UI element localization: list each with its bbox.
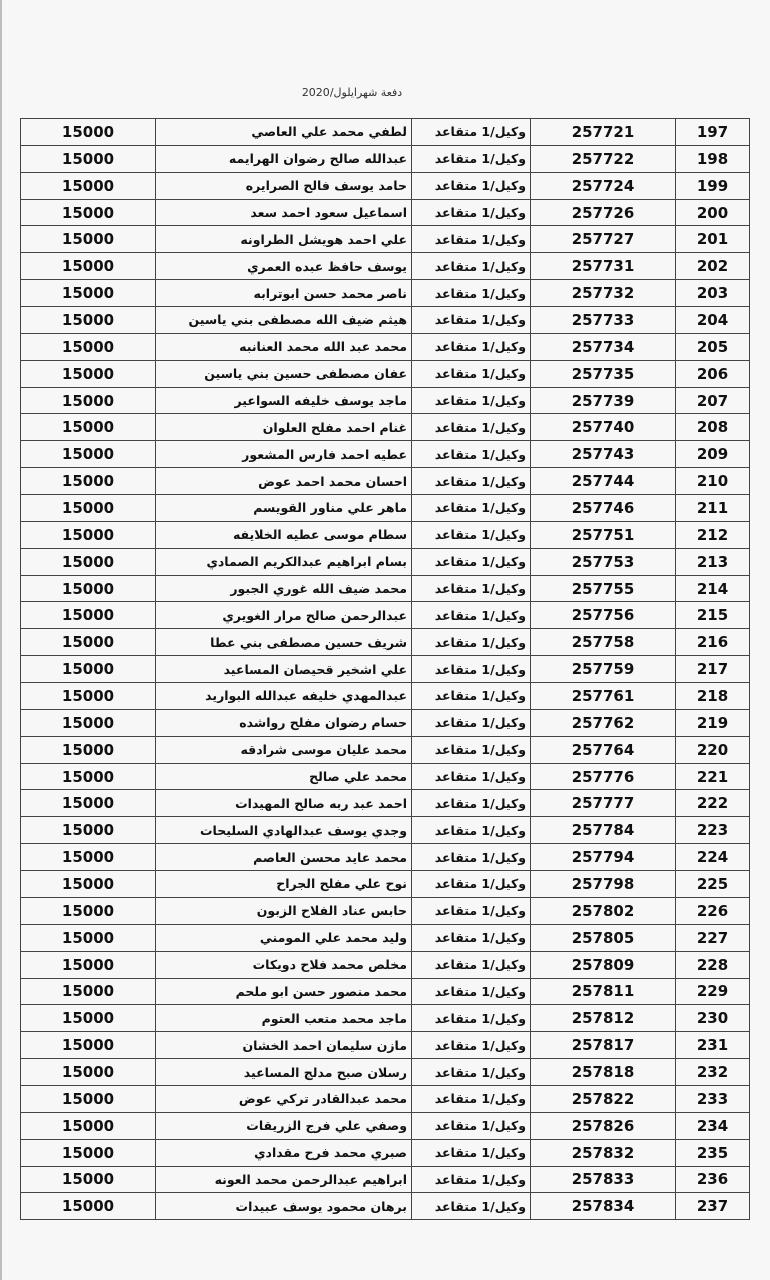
row-amount: 15000 <box>21 172 156 199</box>
table-row <box>21 1085 750 1112</box>
row-amount: 15000 <box>21 978 156 1005</box>
row-sequence: 215 <box>676 602 750 629</box>
batch-label: دفعة شهرايلول/2020 <box>301 86 403 99</box>
row-rank: وكيل/1 متقاعد <box>412 1032 531 1059</box>
page-edge-shadow <box>0 0 2 1280</box>
row-amount: 15000 <box>21 521 156 548</box>
row-military-number: 257743 <box>531 441 676 468</box>
row-military-number: 257832 <box>531 1139 676 1166</box>
row-sequence: 217 <box>676 656 750 683</box>
table-row <box>21 387 750 414</box>
row-rank: وكيل/1 متقاعد <box>412 414 531 441</box>
row-sequence: 208 <box>676 414 750 441</box>
row-full-name: نوح علي مفلح الجراح <box>156 871 412 898</box>
row-full-name: هيثم ضيف الله مصطفى بني ياسين <box>156 307 412 334</box>
table-row <box>21 656 750 683</box>
row-military-number: 257762 <box>531 709 676 736</box>
row-rank: وكيل/1 متقاعد <box>412 629 531 656</box>
row-rank: وكيل/1 متقاعد <box>412 1059 531 1086</box>
row-full-name: محمد منصور حسن ابو ملحم <box>156 978 412 1005</box>
row-rank: وكيل/1 متقاعد <box>412 468 531 495</box>
row-rank: وكيل/1 متقاعد <box>412 226 531 253</box>
row-amount: 15000 <box>21 548 156 575</box>
row-rank: وكيل/1 متقاعد <box>412 280 531 307</box>
table-row <box>21 790 750 817</box>
row-full-name: حامد يوسف فالح الصرايره <box>156 172 412 199</box>
row-amount: 15000 <box>21 1005 156 1032</box>
row-sequence: 227 <box>676 924 750 951</box>
row-amount: 15000 <box>21 656 156 683</box>
row-rank: وكيل/1 متقاعد <box>412 871 531 898</box>
row-military-number: 257833 <box>531 1166 676 1193</box>
row-sequence: 213 <box>676 548 750 575</box>
row-amount: 15000 <box>21 280 156 307</box>
row-amount: 15000 <box>21 1193 156 1220</box>
row-military-number: 257764 <box>531 736 676 763</box>
table-row <box>21 172 750 199</box>
row-full-name: برهان محمود يوسف عبيدات <box>156 1193 412 1220</box>
row-military-number: 257817 <box>531 1032 676 1059</box>
table-row <box>21 333 750 360</box>
row-full-name: حابس عناد الفلاح الزبون <box>156 897 412 924</box>
row-amount: 15000 <box>21 1085 156 1112</box>
row-rank: وكيل/1 متقاعد <box>412 119 531 146</box>
row-sequence: 235 <box>676 1139 750 1166</box>
row-rank: وكيل/1 متقاعد <box>412 709 531 736</box>
row-full-name: عفان مصطفى حسين بني ياسين <box>156 360 412 387</box>
row-amount: 15000 <box>21 253 156 280</box>
row-military-number: 257811 <box>531 978 676 1005</box>
row-sequence: 206 <box>676 360 750 387</box>
row-sequence: 228 <box>676 951 750 978</box>
row-sequence: 214 <box>676 575 750 602</box>
row-military-number: 257721 <box>531 119 676 146</box>
row-full-name: لطفي محمد علي العاصي <box>156 119 412 146</box>
table-row <box>21 548 750 575</box>
table-row <box>21 360 750 387</box>
table-row <box>21 602 750 629</box>
row-amount: 15000 <box>21 307 156 334</box>
row-full-name: عطيه احمد فارس المشعور <box>156 441 412 468</box>
row-amount: 15000 <box>21 683 156 710</box>
row-amount: 15000 <box>21 1166 156 1193</box>
row-sequence: 234 <box>676 1112 750 1139</box>
row-amount: 15000 <box>21 817 156 844</box>
row-amount: 15000 <box>21 602 156 629</box>
table-row <box>21 1112 750 1139</box>
row-military-number: 257798 <box>531 871 676 898</box>
table-row <box>21 1139 750 1166</box>
row-military-number: 257805 <box>531 924 676 951</box>
row-full-name: عبدالرحمن صالح مرار الغويري <box>156 602 412 629</box>
table-row <box>21 924 750 951</box>
row-sequence: 198 <box>676 145 750 172</box>
row-sequence: 219 <box>676 709 750 736</box>
row-rank: وكيل/1 متقاعد <box>412 1193 531 1220</box>
row-full-name: احمد عبد ربه صالح المهيدات <box>156 790 412 817</box>
row-amount: 15000 <box>21 1139 156 1166</box>
table-row <box>21 1166 750 1193</box>
table-row <box>21 414 750 441</box>
row-military-number: 257724 <box>531 172 676 199</box>
row-amount: 15000 <box>21 575 156 602</box>
row-rank: وكيل/1 متقاعد <box>412 656 531 683</box>
row-sequence: 202 <box>676 253 750 280</box>
row-full-name: مازن سليمان احمد الخشان <box>156 1032 412 1059</box>
row-full-name: رسلان صبح مدلج المساعيد <box>156 1059 412 1086</box>
row-military-number: 257826 <box>531 1112 676 1139</box>
row-rank: وكيل/1 متقاعد <box>412 1112 531 1139</box>
row-rank: وكيل/1 متقاعد <box>412 199 531 226</box>
row-sequence: 221 <box>676 763 750 790</box>
row-full-name: محمد عبدالقادر تركي عوض <box>156 1085 412 1112</box>
row-rank: وكيل/1 متقاعد <box>412 736 531 763</box>
row-amount: 15000 <box>21 629 156 656</box>
row-rank: وكيل/1 متقاعد <box>412 145 531 172</box>
row-full-name: محمد عايد محسن العاصم <box>156 844 412 871</box>
row-military-number: 257753 <box>531 548 676 575</box>
row-rank: وكيل/1 متقاعد <box>412 172 531 199</box>
row-amount: 15000 <box>21 468 156 495</box>
table-row <box>21 871 750 898</box>
row-military-number: 257739 <box>531 387 676 414</box>
row-sequence: 210 <box>676 468 750 495</box>
row-amount: 15000 <box>21 736 156 763</box>
row-full-name: محمد علي صالح <box>156 763 412 790</box>
batch-header <box>0 86 770 99</box>
row-rank: وكيل/1 متقاعد <box>412 817 531 844</box>
table-row <box>21 1005 750 1032</box>
row-rank: وكيل/1 متقاعد <box>412 333 531 360</box>
row-rank: وكيل/1 متقاعد <box>412 844 531 871</box>
row-military-number: 257822 <box>531 1085 676 1112</box>
row-military-number: 257733 <box>531 307 676 334</box>
row-full-name: وليد محمد علي المومني <box>156 924 412 951</box>
table-row <box>21 199 750 226</box>
row-rank: وكيل/1 متقاعد <box>412 602 531 629</box>
row-full-name: اسماعيل سعود احمد سعد <box>156 199 412 226</box>
row-full-name: علي احمد هويشل الطراونه <box>156 226 412 253</box>
table-row <box>21 683 750 710</box>
row-sequence: 207 <box>676 387 750 414</box>
row-sequence: 209 <box>676 441 750 468</box>
row-sequence: 229 <box>676 978 750 1005</box>
row-military-number: 257802 <box>531 897 676 924</box>
row-full-name: ماهر علي مناور القويسم <box>156 495 412 522</box>
row-full-name: يوسف حافظ عبده العمري <box>156 253 412 280</box>
table-row <box>21 1032 750 1059</box>
row-military-number: 257759 <box>531 656 676 683</box>
row-amount: 15000 <box>21 709 156 736</box>
row-amount: 15000 <box>21 414 156 441</box>
row-sequence: 201 <box>676 226 750 253</box>
row-full-name: محمد ضيف الله غوري الجبور <box>156 575 412 602</box>
row-amount: 15000 <box>21 441 156 468</box>
row-military-number: 257744 <box>531 468 676 495</box>
row-rank: وكيل/1 متقاعد <box>412 763 531 790</box>
row-full-name: علي اشخير قحيصان المساعيد <box>156 656 412 683</box>
row-amount: 15000 <box>21 924 156 951</box>
table-row <box>21 1059 750 1086</box>
row-amount: 15000 <box>21 333 156 360</box>
row-full-name: محمد عليان موسى شرادقه <box>156 736 412 763</box>
row-rank: وكيل/1 متقاعد <box>412 897 531 924</box>
table-row <box>21 736 750 763</box>
row-rank: وكيل/1 متقاعد <box>412 1085 531 1112</box>
row-sequence: 223 <box>676 817 750 844</box>
row-military-number: 257732 <box>531 280 676 307</box>
row-amount: 15000 <box>21 226 156 253</box>
row-military-number: 257726 <box>531 199 676 226</box>
row-sequence: 230 <box>676 1005 750 1032</box>
table-row <box>21 817 750 844</box>
row-amount: 15000 <box>21 790 156 817</box>
row-sequence: 212 <box>676 521 750 548</box>
row-full-name: ماجد محمد متعب العتوم <box>156 1005 412 1032</box>
row-rank: وكيل/1 متقاعد <box>412 253 531 280</box>
row-sequence: 197 <box>676 119 750 146</box>
row-full-name: محمد عبد الله محمد العنانبه <box>156 333 412 360</box>
row-sequence: 218 <box>676 683 750 710</box>
row-sequence: 231 <box>676 1032 750 1059</box>
row-rank: وكيل/1 متقاعد <box>412 521 531 548</box>
row-sequence: 199 <box>676 172 750 199</box>
table-row <box>21 226 750 253</box>
row-sequence: 233 <box>676 1085 750 1112</box>
row-full-name: ناصر محمد حسن ابوترابه <box>156 280 412 307</box>
row-amount: 15000 <box>21 951 156 978</box>
row-full-name: وصفي علي فرج الزريقات <box>156 1112 412 1139</box>
row-amount: 15000 <box>21 495 156 522</box>
row-rank: وكيل/1 متقاعد <box>412 360 531 387</box>
table-row <box>21 495 750 522</box>
table-row <box>21 575 750 602</box>
table-row <box>21 709 750 736</box>
row-full-name: احسان محمد احمد عوض <box>156 468 412 495</box>
row-military-number: 257756 <box>531 602 676 629</box>
table-row <box>21 763 750 790</box>
row-rank: وكيل/1 متقاعد <box>412 495 531 522</box>
row-military-number: 257722 <box>531 145 676 172</box>
row-sequence: 232 <box>676 1059 750 1086</box>
row-sequence: 200 <box>676 199 750 226</box>
row-rank: وكيل/1 متقاعد <box>412 1166 531 1193</box>
row-military-number: 257794 <box>531 844 676 871</box>
row-military-number: 257812 <box>531 1005 676 1032</box>
row-full-name: سطام موسى عطيه الخلايفه <box>156 521 412 548</box>
table-row <box>21 280 750 307</box>
row-sequence: 226 <box>676 897 750 924</box>
row-sequence: 225 <box>676 871 750 898</box>
row-amount: 15000 <box>21 897 156 924</box>
row-military-number: 257734 <box>531 333 676 360</box>
row-sequence: 237 <box>676 1193 750 1220</box>
row-sequence: 216 <box>676 629 750 656</box>
row-military-number: 257758 <box>531 629 676 656</box>
row-rank: وكيل/1 متقاعد <box>412 548 531 575</box>
row-amount: 15000 <box>21 1059 156 1086</box>
row-sequence: 204 <box>676 307 750 334</box>
row-amount: 15000 <box>21 360 156 387</box>
row-full-name: ابراهيم عبدالرحمن محمد العونه <box>156 1166 412 1193</box>
table-row <box>21 1193 750 1220</box>
row-military-number: 257735 <box>531 360 676 387</box>
row-military-number: 257809 <box>531 951 676 978</box>
row-military-number: 257777 <box>531 790 676 817</box>
row-military-number: 257727 <box>531 226 676 253</box>
row-military-number: 257776 <box>531 763 676 790</box>
table-row <box>21 897 750 924</box>
row-military-number: 257818 <box>531 1059 676 1086</box>
row-amount: 15000 <box>21 763 156 790</box>
row-amount: 15000 <box>21 1032 156 1059</box>
row-military-number: 257751 <box>531 521 676 548</box>
row-amount: 15000 <box>21 844 156 871</box>
row-military-number: 257834 <box>531 1193 676 1220</box>
row-rank: وكيل/1 متقاعد <box>412 575 531 602</box>
row-sequence: 205 <box>676 333 750 360</box>
row-rank: وكيل/1 متقاعد <box>412 790 531 817</box>
table-row <box>21 951 750 978</box>
table-row <box>21 521 750 548</box>
row-rank: وكيل/1 متقاعد <box>412 683 531 710</box>
row-amount: 15000 <box>21 871 156 898</box>
row-rank: وكيل/1 متقاعد <box>412 1139 531 1166</box>
row-full-name: حسام رضوان مفلح رواشده <box>156 709 412 736</box>
row-full-name: مخلص محمد فلاح دويكات <box>156 951 412 978</box>
row-sequence: 222 <box>676 790 750 817</box>
row-full-name: وجدي يوسف عبدالهادي السليحات <box>156 817 412 844</box>
row-rank: وكيل/1 متقاعد <box>412 924 531 951</box>
row-sequence: 203 <box>676 280 750 307</box>
row-amount: 15000 <box>21 145 156 172</box>
row-full-name: غنام احمد مفلح العلوان <box>156 414 412 441</box>
row-full-name: عبدالله صالح رضوان الهرايمه <box>156 145 412 172</box>
row-sequence: 224 <box>676 844 750 871</box>
row-military-number: 257740 <box>531 414 676 441</box>
table-row <box>21 978 750 1005</box>
table-row <box>21 468 750 495</box>
row-rank: وكيل/1 متقاعد <box>412 951 531 978</box>
roster-table <box>20 118 750 1220</box>
row-military-number: 257761 <box>531 683 676 710</box>
row-full-name: ماجد يوسف خليفه السواعير <box>156 387 412 414</box>
table-row <box>21 253 750 280</box>
row-full-name: صبري محمد فرح مقدادي <box>156 1139 412 1166</box>
roster-body <box>21 119 750 1220</box>
row-rank: وكيل/1 متقاعد <box>412 978 531 1005</box>
table-row <box>21 629 750 656</box>
row-military-number: 257731 <box>531 253 676 280</box>
row-amount: 15000 <box>21 199 156 226</box>
table-row <box>21 145 750 172</box>
row-sequence: 236 <box>676 1166 750 1193</box>
row-rank: وكيل/1 متقاعد <box>412 1005 531 1032</box>
row-rank: وكيل/1 متقاعد <box>412 387 531 414</box>
row-military-number: 257746 <box>531 495 676 522</box>
row-amount: 15000 <box>21 387 156 414</box>
row-full-name: عبدالمهدي خليفه عبدالله البواريد <box>156 683 412 710</box>
row-full-name: شريف حسين مصطفى بني عطا <box>156 629 412 656</box>
row-rank: وكيل/1 متقاعد <box>412 307 531 334</box>
row-military-number: 257755 <box>531 575 676 602</box>
row-sequence: 211 <box>676 495 750 522</box>
row-military-number: 257784 <box>531 817 676 844</box>
row-full-name: بسام ابراهيم عبدالكريم الصمادي <box>156 548 412 575</box>
table-row <box>21 844 750 871</box>
row-amount: 15000 <box>21 1112 156 1139</box>
table-row <box>21 119 750 146</box>
table-row <box>21 441 750 468</box>
row-sequence: 220 <box>676 736 750 763</box>
row-rank: وكيل/1 متقاعد <box>412 441 531 468</box>
row-amount: 15000 <box>21 119 156 146</box>
table-row <box>21 307 750 334</box>
